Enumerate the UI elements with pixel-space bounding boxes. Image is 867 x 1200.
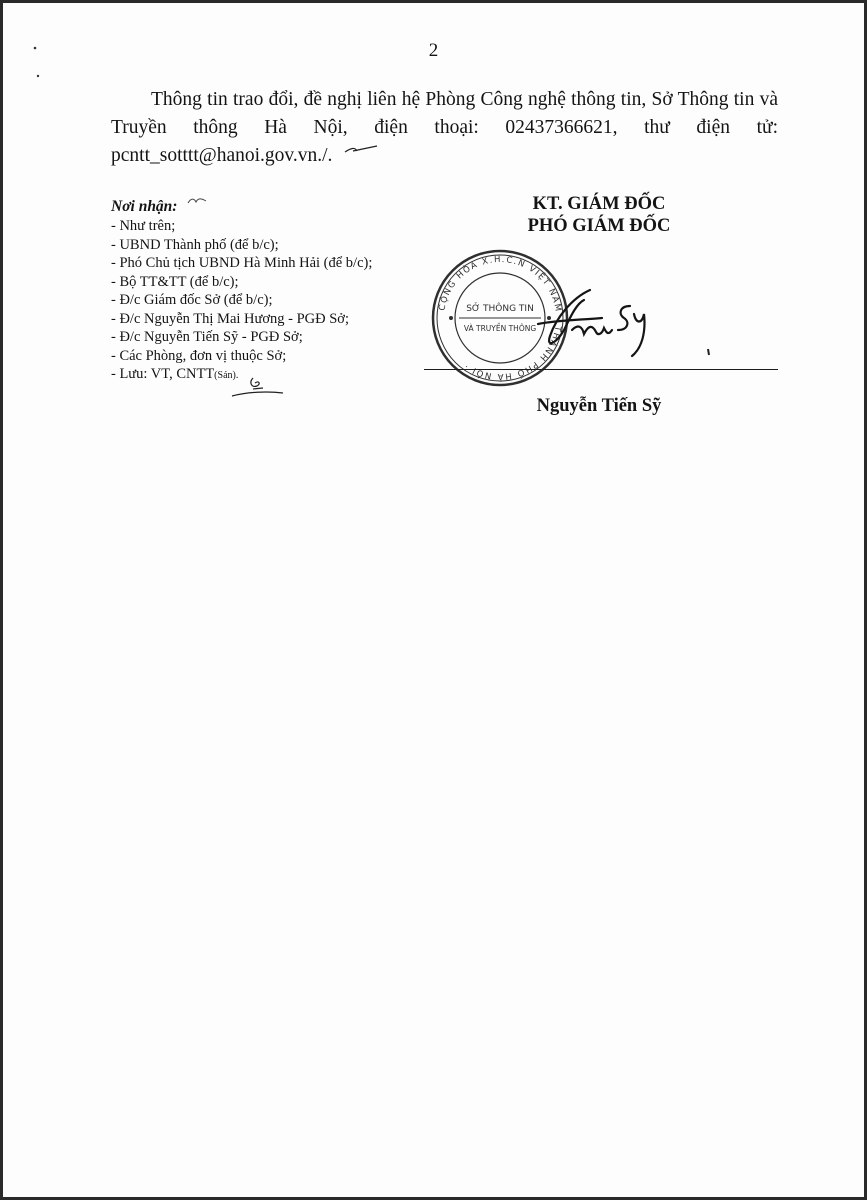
recipients-tick-mark <box>186 195 208 207</box>
recipient-item: - Như trên; <box>111 218 176 234</box>
initials-mark <box>343 143 379 157</box>
signature-divider-line <box>424 369 778 370</box>
archive-initial-mark <box>229 374 285 400</box>
handwritten-signature <box>532 284 654 364</box>
body-paragraph: Thông tin trao đổi, đề nghị liên hệ Phòng Công nghệ thông tin, Sở Thông tin và Truyền thông Hà Nội, điện thoại: 02437366621, thư điện tử: pcntt_sotttt@hanoi.gov.vn./. <box>111 89 778 166</box>
svg-text:VÀ TRUYỀN THÔNG: VÀ TRUYỀN THÔNG <box>463 324 537 333</box>
recipients-title: Nơi nhận: <box>111 198 178 215</box>
signature-title-line2: PHÓ GIÁM ĐỐC <box>527 216 671 236</box>
recipient-item: - Đ/c Nguyễn Tiến Sỹ - PGĐ Sở; <box>111 329 303 345</box>
page-number: 2 <box>428 40 439 61</box>
archive-suffix: (Sán). <box>214 370 239 381</box>
svg-text:CỘNG HÒA X.H.C.N VIỆT NAM · TH: CỘNG HÒA X.H.C.N VIỆT NAM · THÀNH PHỐ HÀ NỘI · <box>437 254 564 382</box>
recipient-item: - Bộ TT&TT (để b/c); <box>111 273 239 290</box>
signature-block <box>478 193 720 237</box>
recipient-item: - UBND Thành phố (để b/c); <box>111 236 279 253</box>
recipients-block <box>111 197 441 386</box>
archive-label: - Lưu: VT, CNTT <box>111 366 215 382</box>
recipient-item: - Các Phòng, đơn vị thuộc Sở; <box>111 347 287 364</box>
svg-text:SỞ THÔNG TIN: SỞ THÔNG TIN <box>466 304 534 314</box>
recipient-item: - Phó Chủ tịch UBND Hà Minh Hải (để b/c); <box>111 255 373 271</box>
scan-speck <box>33 45 41 81</box>
signature-title-line1: KT. GIÁM ĐỐC <box>532 194 666 214</box>
recipients-list <box>111 217 441 386</box>
signer-name: Nguyễn Tiến Sỹ <box>536 396 662 416</box>
recipient-item: - Đ/c Nguyễn Thị Mai Hương - PGĐ Sở; <box>111 310 349 327</box>
recipient-item: - Đ/c Giám đốc Sở (để b/c); <box>111 292 273 308</box>
scan-speck <box>706 348 712 356</box>
